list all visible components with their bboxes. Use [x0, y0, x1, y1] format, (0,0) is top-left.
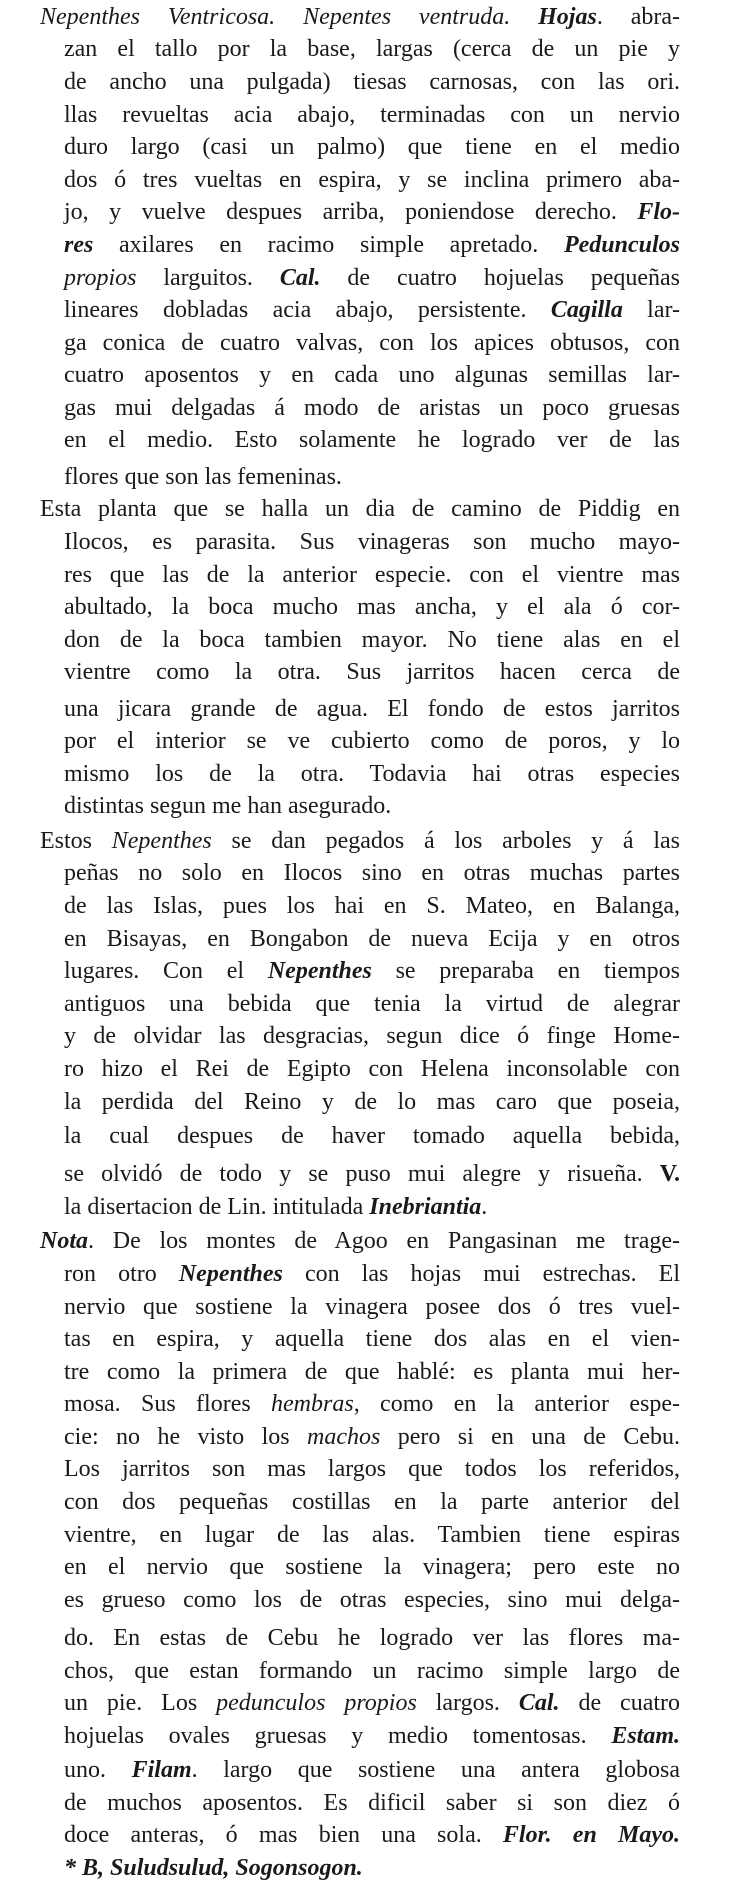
text-line: vientre como la otra. Sus jarritos hacen cerca de [64, 659, 680, 685]
text-line: gas mui delgadas á modo de aristas un poco gruesas [64, 395, 680, 421]
text-line: chos, que estan formando un racimo simple largo de [64, 1658, 680, 1684]
text-line: uno. Filam. largo que sostiene una antera globosa [64, 1757, 681, 1783]
text-line: cuatro aposentos y en cada uno algunas semillas lar- [64, 362, 680, 388]
text-line: jo, y vuelve despues arriba, poniendose derecho. Flo- [64, 199, 680, 225]
text-line: de ancho una pulgada) tiesas carnosas, con las ori. [64, 69, 680, 95]
text-line: duro largo (casi un palmo) que tiene en el medio [64, 134, 680, 160]
emphasis-text: res [64, 232, 94, 258]
text-line: antiguos una bebida que tenia la virtud de alegrar [64, 991, 680, 1017]
text-line: mosa. Sus flores hembras, como en la anterior espe- [64, 1391, 680, 1417]
text-line: vientre, en lugar de las alas. Tambien tiene espiras [64, 1522, 680, 1548]
text-line: Los jarritos son mas largos que todos los referidos, [64, 1456, 680, 1482]
emphasis-text: Cal. [279, 265, 321, 291]
text-line: doce anteras, ó mas bien una sola. Flor. en Mayo. [64, 1822, 680, 1848]
text-line: don de la boca tambien mayor. No tiene alas en el [64, 627, 680, 653]
text-line: en el medio. Esto solamente he logrado ver de las [64, 427, 680, 453]
emphasis-text: Nota [40, 1228, 88, 1254]
emphasis-text: machos [306, 1424, 381, 1450]
text-line: Esta planta que se halla un dia de camino de Piddig en [40, 496, 680, 522]
emphasis-text: V. [659, 1161, 680, 1187]
emphasis-text: hembras [271, 1391, 354, 1417]
text-line: llas revueltas acia abajo, terminadas con un nervio [64, 102, 680, 128]
emphasis-text: Pedunculos [563, 232, 680, 258]
text-line: en Bisayas, en Bongabon de nueva Ecija y en otros [64, 926, 680, 952]
text-line: zan el tallo por la base, largas (cerca de un pie y [64, 36, 680, 62]
emphasis-text: * B, Suludsulud, Sogonsogon. [64, 1855, 363, 1881]
emphasis-text: Nepenthes Ventricosa. Nepentes ventruda. [40, 4, 539, 30]
emphasis-text: Cal. [518, 1690, 560, 1716]
text-line: propios larguitos. Cal. de cuatro hojuelas pequeñas [64, 265, 680, 291]
emphasis-text: Inebriantia [369, 1194, 482, 1220]
emphasis-text: Filam [131, 1757, 192, 1783]
text-line: la cual despues de haver tomado aquella bebida, [64, 1123, 680, 1149]
text-line: hojuelas ovales gruesas y medio tomentosas. Estam. [64, 1723, 680, 1749]
emphasis-text: Flor. en Mayo. [502, 1822, 680, 1848]
text-line: abultado, la boca mucho mas ancha, y el ala ó cor- [64, 594, 680, 620]
text-line: Ilocos, es parasita. Sus vinageras son mucho mayo- [64, 529, 680, 555]
emphasis-text: Hojas [538, 4, 597, 30]
emphasis-text: Nepenthes [267, 958, 372, 984]
text-line: tas en espira, y aquella tiene dos alas en el vien- [64, 1326, 680, 1352]
emphasis-text: Flo- [637, 199, 680, 225]
text-line: ro hizo el Rei de Egipto con Helena inconsolable con [64, 1056, 680, 1082]
text-line: Nota. De los montes de Agoo en Pangasinan me trage- [40, 1228, 680, 1254]
text-line: ron otro Nepenthes con las hojas mui estrechas. El [64, 1261, 680, 1287]
emphasis-text: propios [64, 265, 137, 291]
text-line: cie: no he visto los machos pero si en una de Cebu. [64, 1424, 680, 1450]
emphasis-text: Cagilla [550, 297, 623, 323]
text-line: y de olvidar las desgracias, segun dice ó finge Home- [64, 1023, 680, 1049]
text-line: nervio que sostiene la vinagera posee dos ó tres vuel- [64, 1294, 680, 1320]
text-line: lineares dobladas acia abajo, persistente. Cagilla lar- [64, 297, 680, 323]
text-line: flores que son las femeninas. [64, 464, 342, 490]
emphasis-text: pedunculos propios [216, 1690, 417, 1716]
text-line: res que las de la anterior especie. con el vientre mas [64, 562, 680, 588]
text-line: do. En estas de Cebu he logrado ver las flores ma- [64, 1625, 680, 1651]
text-line: mismo los de la otra. Todavia hai otras especies [64, 761, 680, 787]
text-line: lugares. Con el Nepenthes se preparaba en tiempos [64, 958, 681, 984]
text-line: de las Islas, pues los hai en S. Mateo, en Balanga, [64, 893, 680, 919]
text-line: en el nervio que sostiene la vinagera; pero este no [64, 1554, 680, 1580]
text-line: la disertacion de Lin. intitulada Inebriantia. [64, 1194, 488, 1220]
text-line: una jicara grande de agua. El fondo de estos jarritos [64, 696, 680, 722]
text-line [40, 1853, 680, 1883]
emphasis-text: Estam. [611, 1723, 680, 1749]
text-line: un pie. Los pedunculos propios largos. Cal. de cuatro [64, 1690, 681, 1716]
text-line: distintas segun me han asegurado. [64, 793, 392, 819]
text-line: con dos pequeñas costillas en la parte anterior del [64, 1489, 680, 1515]
text-line: la perdida del Reino y de lo mas caro que poseia, [64, 1089, 680, 1115]
text-line: por el interior se ve cubierto como de poros, y lo [64, 728, 680, 754]
text-line: res axilares en racimo simple apretado. Pedunculos [64, 232, 680, 258]
text-line: peñas no solo en Ilocos sino en otras muchas partes [64, 860, 680, 886]
text-line: dos ó tres vueltas en espira, y se inclina primero aba- [64, 167, 680, 193]
text-line: tre como la primera de que hablé: es planta mui her- [64, 1359, 680, 1385]
emphasis-text: Nepenthes [178, 1261, 283, 1287]
text-line: es grueso como los de otras especies, sino mui delga- [64, 1587, 680, 1613]
text-line: se olvidó de todo y se puso mui alegre y risueña. V. [64, 1161, 680, 1187]
emphasis-text: Nepenthes [111, 828, 212, 854]
text-line: ga conica de cuatro valvas, con los apices obtusos, con [64, 330, 680, 356]
text-line: de muchos aposentos. Es dificil saber si son diez ó [64, 1790, 680, 1816]
text-line: Estos Nepenthes se dan pegados á los arboles y á las [40, 828, 680, 854]
text-line: Nepenthes Ventricosa. Nepentes ventruda. Hojas. abra- [40, 4, 681, 30]
